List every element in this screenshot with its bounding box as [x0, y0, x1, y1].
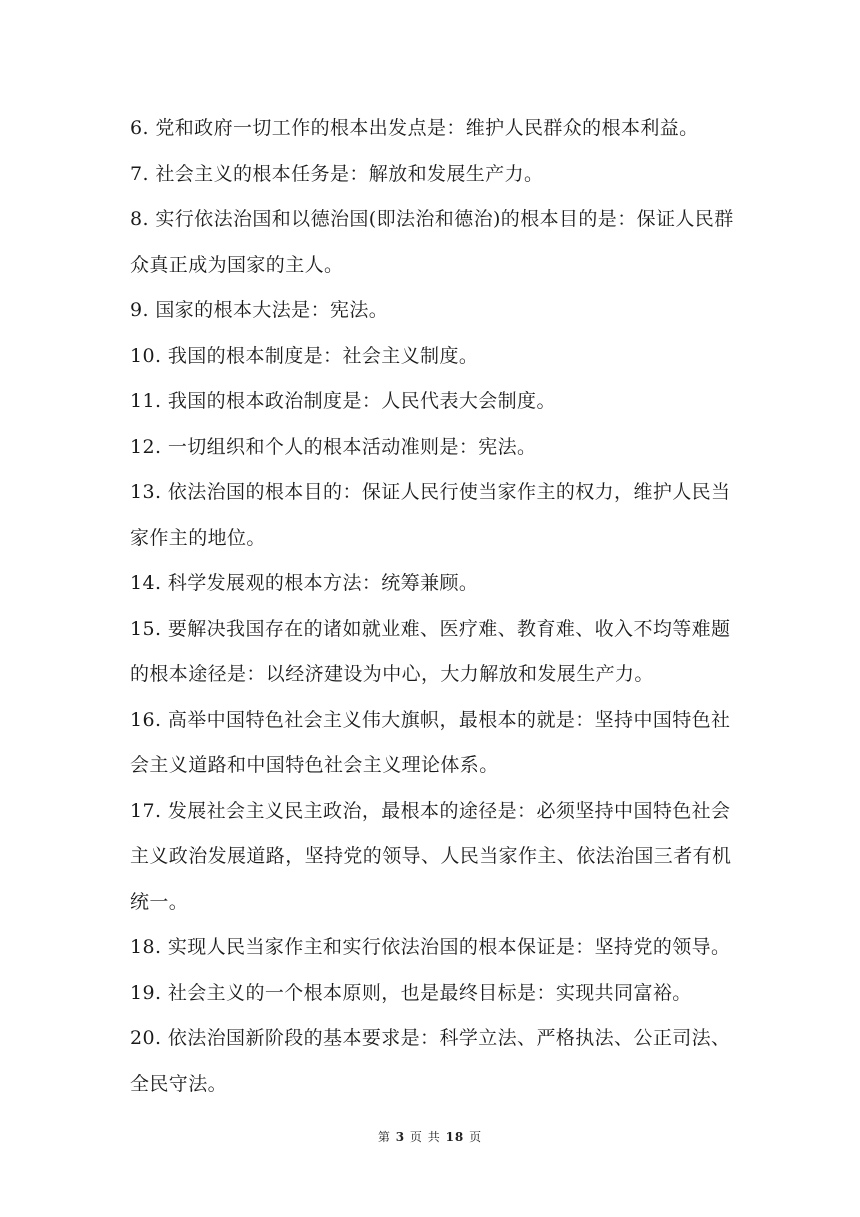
footer-prefix: 第	[377, 1130, 391, 1144]
list-item: 11. 我国的根本政治制度是：人民代表大会制度。	[130, 390, 556, 412]
list-item: 8. 实行依法治国和以德治国(即法治和德治)的根本目的是：保证人民群众真正成为国家的主人。	[130, 208, 734, 276]
list-item: 16. 高举中国特色社会主义伟大旗帜，最根本的就是：坚持中国特色社会主义道路和中国特色社会主义理论体系。	[130, 708, 731, 776]
list-item: 19. 社会主义的一个根本原则，也是最终目标是：实现共同富裕。	[130, 981, 692, 1004]
list-item: 10. 我国的根本制度是：社会主义制度。	[130, 344, 479, 367]
list-item: 15. 要解决我国存在的诸如就业难、医疗难、教育难、收入不均等难题的根本途径是：以经济建设为中心，大力解放和发展生产力。	[130, 617, 731, 685]
footer-suffix: 页	[469, 1130, 483, 1144]
page-number-footer	[0, 1128, 860, 1145]
page-content	[130, 106, 740, 1107]
list-item: 7. 社会主义的根本任务是：解放和发展生产力。	[130, 162, 544, 185]
current-page-number: 3	[395, 1130, 406, 1144]
list-item: 9. 国家的根本大法是：宪法。	[130, 299, 389, 321]
list-item: 20. 依法治国新阶段的基本要求是：科学立法、严格执法、公正司法、全民守法。	[130, 1027, 731, 1095]
list-item: 6. 党和政府一切工作的根本出发点是：维护人民群众的根本利益。	[130, 117, 699, 139]
total-page-count: 18	[445, 1130, 465, 1144]
list-item: 17. 发展社会主义民主政治，最根本的途径是：必须坚持中国特色社会主义政治发展道路，坚持党的领导、人民当家作主、依法治国三者有机统一。	[130, 799, 732, 913]
list-item: 12. 一切组织和个人的根本活动准则是：宪法。	[130, 435, 537, 458]
list-item: 14. 科学发展观的根本方法：统筹兼顾。	[130, 572, 479, 594]
footer-middle: 页 共	[409, 1130, 441, 1144]
list-item: 18. 实现人民当家作主和实行依法治国的根本保证是：坚持党的领导。	[130, 936, 731, 958]
list-item: 13. 依法治国的根本目的：保证人民行使当家作主的权力，维护人民当家作主的地位。	[130, 481, 731, 549]
